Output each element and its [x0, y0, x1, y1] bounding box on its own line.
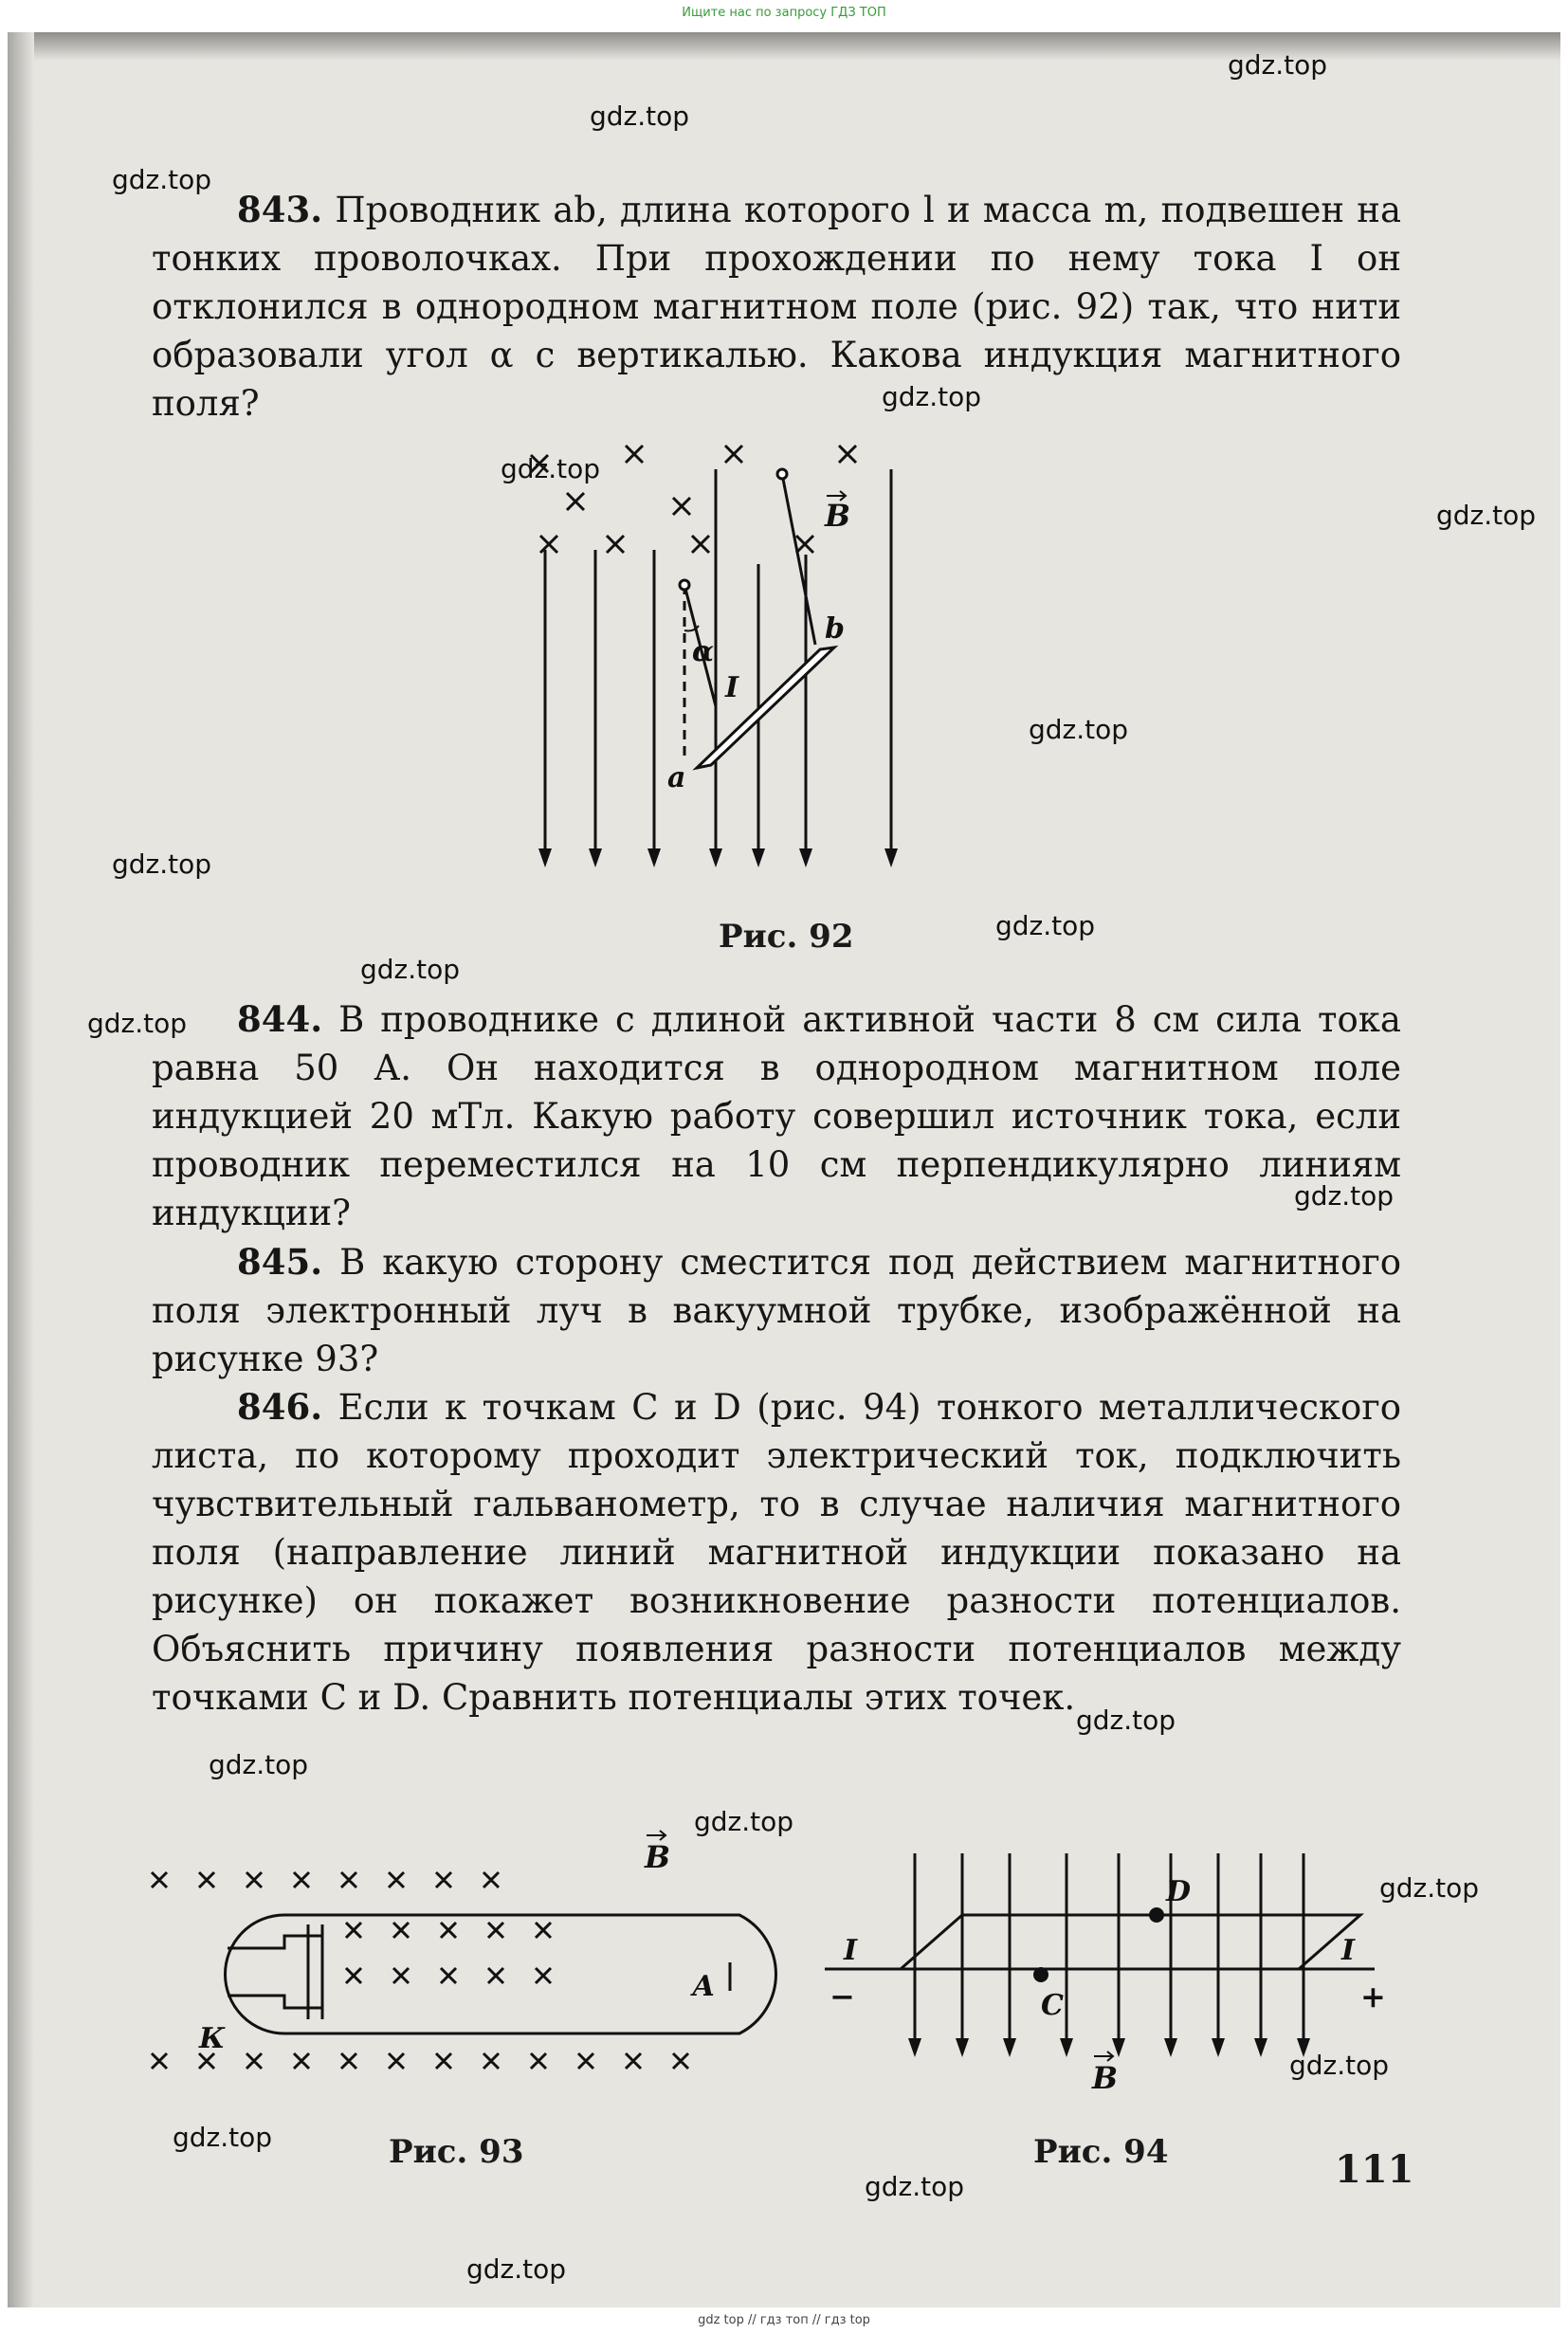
label-current-right: I	[1341, 1934, 1356, 1967]
label-B: B	[645, 1839, 671, 1875]
watermark: gdz.top	[112, 848, 212, 880]
label-alpha: α	[692, 635, 715, 668]
watermark: gdz.top	[209, 1749, 309, 1780]
problem-text: Проводник ab, длина которого l и масса m, подвешен на тонких проволочках. При прохождении по нему тока I он отклонился в однородном магнитном поле (рис. 92) так, что нити образовали угол α с вертикалью. Какова индукция магнитного поля?	[152, 190, 1402, 424]
b-field-crosses	[152, 1872, 688, 2069]
watermark: gdz.top	[1076, 1705, 1176, 1736]
label-a: a	[667, 761, 686, 794]
label-current-I: I	[725, 671, 739, 704]
watermark: gdz.top	[87, 1008, 188, 1039]
problem-844	[152, 995, 1401, 1237]
problem-number: 846.	[237, 1386, 323, 1428]
watermark: gdz.top	[1029, 714, 1129, 745]
caption-fig-92: Рис. 92	[719, 918, 854, 956]
anode-plates	[308, 1924, 322, 2019]
bottom-banner: gdz top // гдз топ // гдз top	[698, 2313, 870, 2327]
top-banner: Ищите нас по запросу ГДЗ ТОП	[682, 6, 886, 20]
label-B: B	[825, 498, 851, 534]
problem-text: В проводнике с длиной активной части 8 см сила тока равна 50 А. Он находится в однородном магнитном поле индукцией 20 мТл. Какую работу совершил источник тока, если проводник переместился на 10 см перпендикулярно линиям индукции?	[152, 999, 1401, 1233]
problem-845	[152, 1238, 1401, 1383]
watermark: gdz.top	[173, 2122, 273, 2153]
label-b: b	[825, 612, 845, 646]
watermark: gdz.top	[501, 453, 601, 484]
label-plus: +	[1360, 1978, 1386, 2015]
b-field-lines	[915, 1853, 1304, 2043]
watermark: gdz.top	[1436, 500, 1537, 531]
watermark: gdz.top	[995, 910, 1096, 941]
label-D: D	[1166, 1875, 1192, 1908]
point-C	[1033, 1967, 1048, 1982]
watermark: gdz.top	[882, 381, 982, 412]
label-minus: −	[830, 1978, 855, 2015]
page-top-shadow	[8, 32, 1560, 61]
page-number: 111	[1335, 2147, 1414, 2192]
label-current-left: I	[844, 1934, 858, 1967]
label-C: C	[1041, 1989, 1064, 2022]
problem-846	[152, 1383, 1401, 1722]
problem-number: 844.	[237, 998, 323, 1040]
watermark: gdz.top	[590, 100, 690, 132]
watermark: gdz.top	[466, 2253, 567, 2285]
b-field-arrowheads	[538, 848, 898, 867]
watermark: gdz.top	[1289, 2050, 1390, 2081]
caption-fig-93: Рис. 93	[389, 2133, 524, 2171]
problem-text: Если к точкам C и D (рис. 94) тонкого металлического листа, по которому проходит электрический ток, подключить чувствительный гальванометр, то в случае наличия магнитного поля (направление линий магнитной индукции показано на рисунке) он покажет возникновение разности потенциалов. Объяснить причину появления разности потенциалов между точками C и D. Сравнить потенциалы этих точек.	[152, 1387, 1401, 1718]
problem-number: 843.	[237, 189, 323, 230]
watermark: gdz.top	[112, 164, 212, 195]
label-K: К	[199, 2022, 226, 2055]
b-field-arrowheads	[908, 2038, 1310, 2057]
figure-93	[142, 1820, 768, 2105]
watermark: gdz.top	[360, 954, 461, 985]
watermark: gdz.top	[1228, 49, 1328, 81]
page-spine-shadow	[8, 32, 34, 2307]
point-D	[1149, 1907, 1164, 1923]
figure-92	[512, 431, 1043, 877]
label-A: А	[692, 1970, 716, 2003]
watermark: gdz.top	[1294, 1180, 1395, 1212]
label-B: B	[1092, 2060, 1119, 2096]
metal-sheet	[901, 1915, 1360, 1969]
problem-number: 845.	[237, 1241, 323, 1283]
watermark: gdz.top	[865, 2171, 965, 2202]
problem-text: В какую сторону сместится под действием магнитного поля электронный луч в вакуумной трубке, изображённой на рисунке 93?	[152, 1242, 1401, 1379]
watermark: gdz.top	[694, 1806, 794, 1837]
problem-843	[152, 186, 1401, 428]
caption-fig-94: Рис. 94	[1033, 2133, 1169, 2171]
watermark: gdz.top	[1379, 1872, 1480, 1904]
